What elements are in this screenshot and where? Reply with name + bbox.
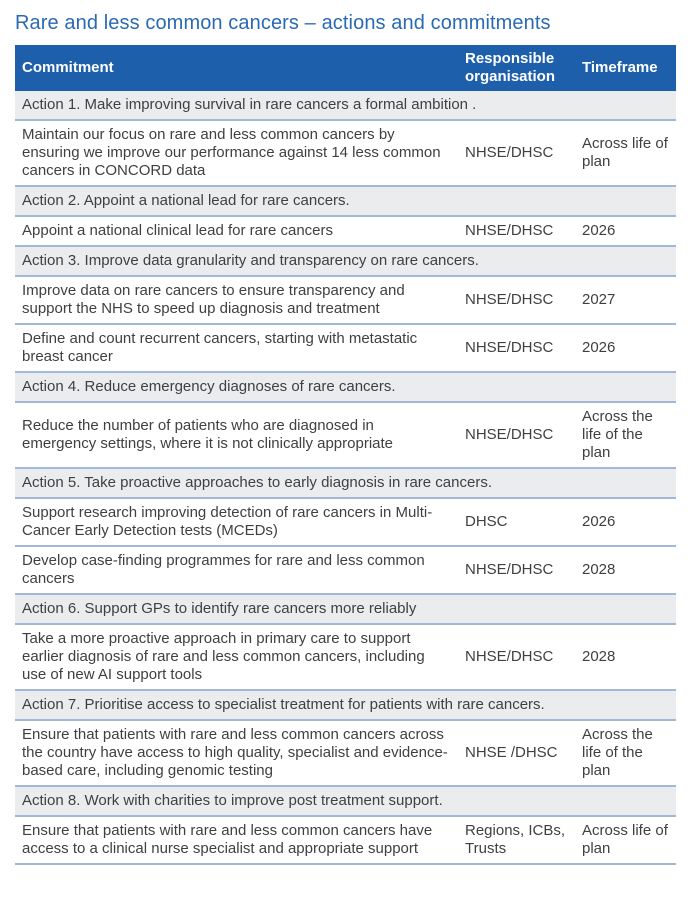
timeframe-cell: 2026: [575, 498, 676, 546]
commitment-cell: Ensure that patients with rare and less common cancers have access to a clinical nurse specialist and appropriate support: [15, 816, 458, 864]
column-header-responsible-organisation: Responsible organisation: [458, 45, 575, 91]
page-title: Rare and less common cancers – actions and commitments: [15, 12, 551, 34]
table-row: [15, 276, 676, 324]
action-header-row: [15, 468, 676, 498]
commitment-cell: Develop case-finding programmes for rare and less common cancers: [15, 546, 458, 594]
action-header-label: Action 4. Reduce emergency diagnoses of rare cancers.: [15, 372, 676, 402]
action-header-row: [15, 594, 676, 624]
commitment-cell: Ensure that patients with rare and less common cancers across the country have access to high quality, specialist and evidence-based care, including genomic testing: [15, 720, 458, 786]
table-header: [15, 45, 676, 91]
table-header-row: [15, 45, 676, 91]
timeframe-cell: Across life of plan: [575, 816, 676, 864]
table-row: [15, 216, 676, 246]
action-header-label: Action 7. Prioritise access to specialist treatment for patients with rare cancers.: [15, 690, 676, 720]
organisation-cell: NHSE/DHSC: [458, 624, 575, 690]
organisation-cell: NHSE/DHSC: [458, 546, 575, 594]
commitments-table: [15, 45, 676, 865]
organisation-cell: NHSE/DHSC: [458, 402, 575, 468]
table-row: [15, 402, 676, 468]
organisation-cell: Regions, ICBs, Trusts: [458, 816, 575, 864]
organisation-cell: NHSE /DHSC: [458, 720, 575, 786]
table-row: [15, 816, 676, 864]
commitment-cell: Appoint a national clinical lead for rare cancers: [15, 216, 458, 246]
timeframe-cell: 2027: [575, 276, 676, 324]
action-header-row: [15, 690, 676, 720]
timeframe-cell: 2028: [575, 546, 676, 594]
table-row: [15, 324, 676, 372]
commitment-cell: Support research improving detection of rare cancers in Multi-Cancer Early Detection tests (MCEDs): [15, 498, 458, 546]
table-row: [15, 546, 676, 594]
commitment-cell: Reduce the number of patients who are diagnosed in emergency settings, where it is not clinically appropriate: [15, 402, 458, 468]
timeframe-cell: 2026: [575, 324, 676, 372]
action-header-label: Action 3. Improve data granularity and transparency on rare cancers.: [15, 246, 676, 276]
timeframe-cell: Across the life of the plan: [575, 402, 676, 468]
timeframe-cell: Across the life of the plan: [575, 720, 676, 786]
column-header-timeframe: Timeframe: [575, 45, 676, 91]
commitment-cell: Define and count recurrent cancers, starting with metastatic breast cancer: [15, 324, 458, 372]
table-row: [15, 120, 676, 186]
organisation-cell: NHSE/DHSC: [458, 120, 575, 186]
organisation-cell: DHSC: [458, 498, 575, 546]
timeframe-cell: 2028: [575, 624, 676, 690]
action-header-row: [15, 186, 676, 216]
organisation-cell: NHSE/DHSC: [458, 216, 575, 246]
timeframe-cell: 2026: [575, 216, 676, 246]
timeframe-cell: Across life of plan: [575, 120, 676, 186]
table-row: [15, 498, 676, 546]
organisation-cell: NHSE/DHSC: [458, 276, 575, 324]
action-header-label: Action 2. Appoint a national lead for rare cancers.: [15, 186, 676, 216]
action-header-label: Action 6. Support GPs to identify rare cancers more reliably: [15, 594, 676, 624]
table-body: [15, 91, 676, 864]
action-header-row: [15, 786, 676, 816]
action-header-label: Action 1. Make improving survival in rare cancers a formal ambition .: [15, 91, 676, 120]
column-header-commitment: Commitment: [15, 45, 458, 91]
table-row: [15, 624, 676, 690]
action-header-row: [15, 372, 676, 402]
action-header-label: Action 8. Work with charities to improve post treatment support.: [15, 786, 676, 816]
action-header-row: [15, 246, 676, 276]
commitment-cell: Take a more proactive approach in primary care to support earlier diagnosis of rare and less common cancers, including use of new AI support tools: [15, 624, 458, 690]
action-header-row: [15, 91, 676, 120]
table-row: [15, 720, 676, 786]
organisation-cell: NHSE/DHSC: [458, 324, 575, 372]
commitment-cell: Maintain our focus on rare and less common cancers by ensuring we improve our performance against 14 less common cancers in CONCORD data: [15, 120, 458, 186]
commitment-cell: Improve data on rare cancers to ensure transparency and support the NHS to speed up diagnosis and treatment: [15, 276, 458, 324]
action-header-label: Action 5. Take proactive approaches to early diagnosis in rare cancers.: [15, 468, 676, 498]
